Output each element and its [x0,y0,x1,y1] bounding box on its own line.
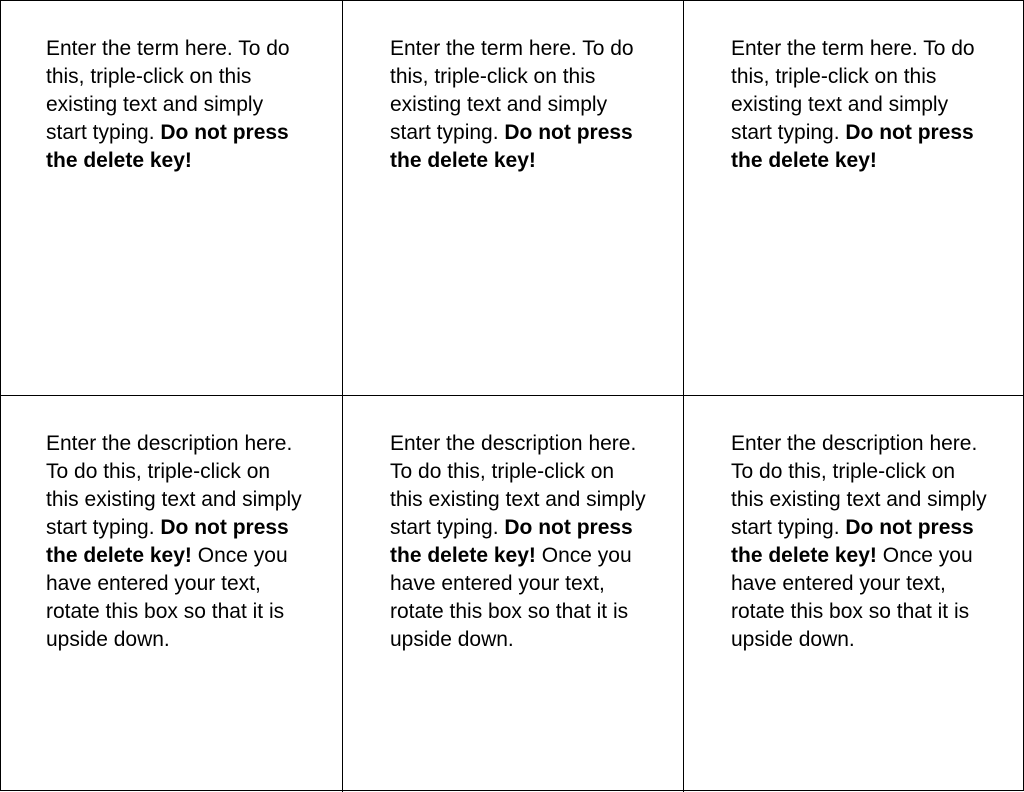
term-card-2[interactable] [390,35,648,175]
description-card-1[interactable] [46,430,304,654]
term-card-warning: Do not press the delete key! [390,121,633,172]
term-card-3[interactable] [731,35,989,175]
description-card-2[interactable] [390,430,648,654]
column-divider-2 [683,1,684,792]
row-divider [1,395,1024,396]
term-card-warning: Do not press the delete key! [46,121,289,172]
description-card-instruction: Once you have entered your text, rotate this box so that it is upside down. [46,544,288,651]
description-card-3[interactable] [731,430,989,654]
term-card-text: Enter the term here. To do this, triple-click on this existing text and simply start typing. [46,37,290,144]
description-card-warning: Do not press the delete key! [46,516,289,567]
description-card-text: Enter the description here. To do this, triple-click on this existing text and simply start typing. [731,432,987,539]
description-card-text: Enter the description here. To do this, triple-click on this existing text and simply start typing. [390,432,646,539]
term-card-warning: Do not press the delete key! [731,121,974,172]
column-divider-1 [342,1,343,792]
description-card-instruction: Once you have entered your text, rotate this box so that it is upside down. [731,544,973,651]
description-card-instruction: Once you have entered your text, rotate this box so that it is upside down. [390,544,632,651]
description-card-warning: Do not press the delete key! [731,516,974,567]
term-card-text: Enter the term here. To do this, triple-click on this existing text and simply start typing. [390,37,634,144]
description-card-text: Enter the description here. To do this, triple-click on this existing text and simply start typing. [46,432,302,539]
term-card-1[interactable] [46,35,304,175]
term-card-text: Enter the term here. To do this, triple-click on this existing text and simply start typing. [731,37,975,144]
description-card-warning: Do not press the delete key! [390,516,633,567]
